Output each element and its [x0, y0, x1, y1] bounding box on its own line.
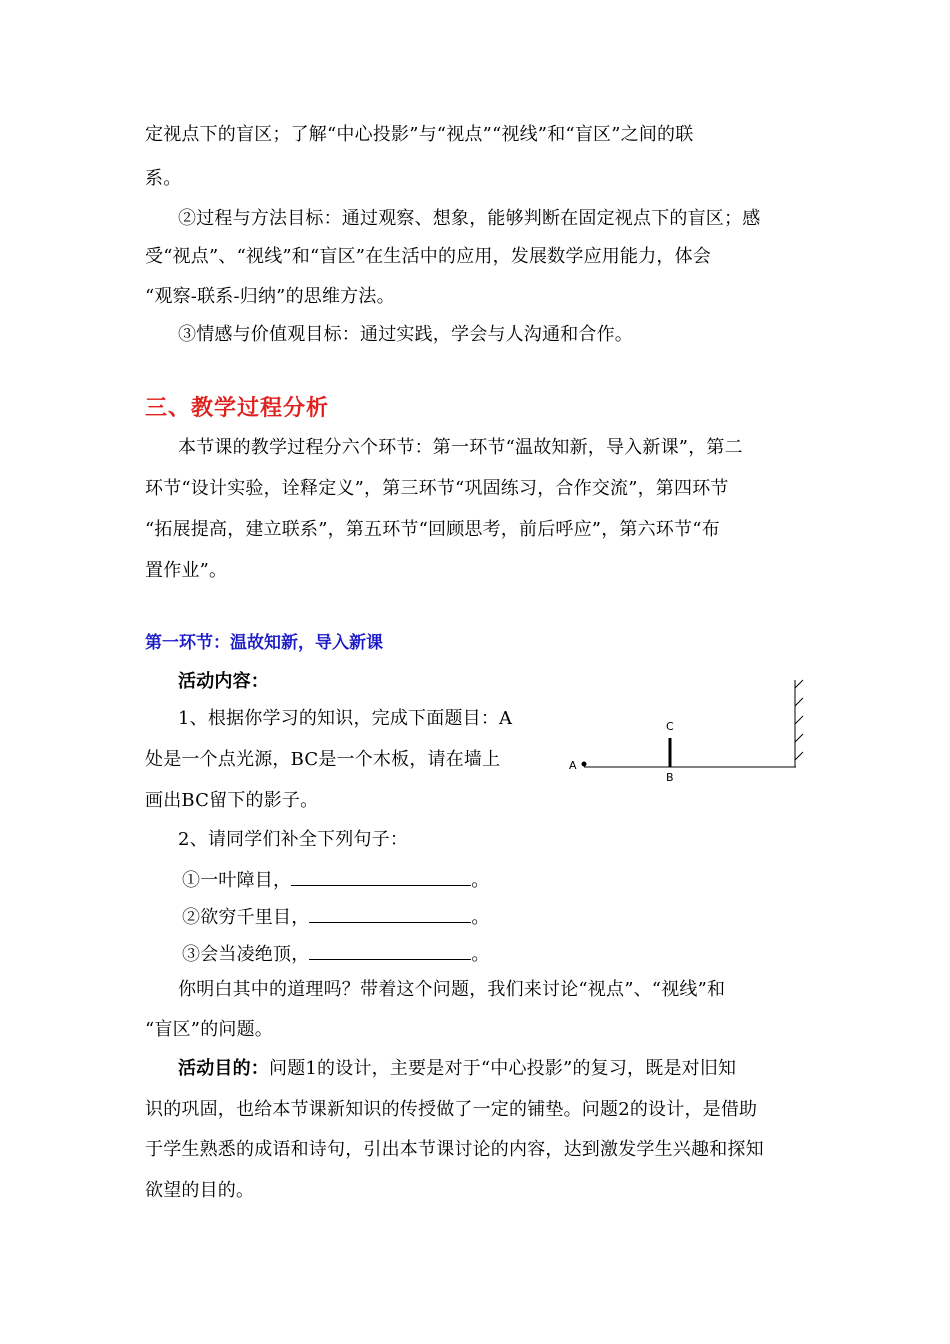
text-line: 画出BC留下的影子。 [145, 790, 319, 811]
text-line: “盲区”的问题。 [145, 1019, 274, 1040]
answer-blank[interactable] [291, 867, 471, 886]
point-light-a [582, 762, 587, 767]
text-line: “观察-联系-归纳”的思维方法。 [145, 286, 395, 307]
purpose-label: 活动目的： [178, 1058, 269, 1079]
wall-hatching [795, 680, 803, 760]
fill-in-sentence [182, 941, 490, 967]
fill-in-sentence [182, 904, 490, 930]
label-a: A [569, 759, 577, 772]
text-line: 系。 [145, 168, 182, 189]
fill-in-sentence [182, 867, 489, 893]
text-line: 欲望的目的。 [145, 1180, 255, 1201]
text-line: 置作业”。 [145, 560, 228, 581]
text-line: “拓展提高，建立联系”，第五环节“回顾思考，前后呼应”，第六环节“布 [145, 519, 720, 540]
text-line: 处是一个点光源，BC是一个木板，请在墙上 [145, 749, 501, 770]
step-heading: 第一环节：温故知新，导入新课 [145, 633, 383, 653]
sentence-text: ①一叶障目， [182, 870, 292, 891]
purpose-paragraph [178, 1057, 736, 1081]
text-line: 本节课的教学过程分六个环节：第一环节“温故知新，导入新课”，第二 [178, 437, 743, 458]
text-line: 受“视点”、“视线”和“盲区”在生活中的应用，发展数学应用能力，体会 [145, 246, 712, 267]
answer-blank[interactable] [309, 904, 471, 923]
label-c: C [666, 720, 674, 733]
section-heading: 三、教学过程分析 [145, 395, 330, 421]
point-light-figure [560, 676, 810, 796]
text-line: 1、根据你学习的知识，完成下面题目：A [178, 708, 513, 729]
answer-blank[interactable] [309, 941, 471, 960]
text-line: 你明白其中的道理吗？带着这个问题，我们来讨论“视点”、“视线”和 [178, 979, 726, 1000]
text-line: 于学生熟悉的成语和诗句，引出本节课讨论的内容，达到激发学生兴趣和探知 [145, 1139, 764, 1160]
purpose-text: 问题1的设计，主要是对于“中心投影”的复习，既是对旧知 [269, 1058, 737, 1079]
label-b: B [666, 771, 674, 784]
sentence-text: ②欲穷千里目， [182, 907, 310, 928]
period: 。 [471, 907, 490, 928]
sentence-text: ③会当凌绝顶， [182, 944, 310, 965]
text-line: ③情感与价值观目标：通过实践，学会与人沟通和合作。 [178, 324, 633, 345]
text-line: 环节“设计实验，诠释定义”，第三环节“巩固练习，合作交流”，第四环节 [145, 478, 729, 499]
text-line: ②过程与方法目标：通过观察、想象，能够判断在固定视点下的盲区；感 [178, 208, 761, 229]
text-line: 2、请同学们补全下列句子： [178, 829, 409, 850]
period: 。 [471, 870, 490, 891]
text-line: 识的巩固，也给本节课新知识的传授做了一定的铺垫。问题2的设计，是借助 [145, 1099, 758, 1120]
text-line: 定视点下的盲区；了解“中心投影”与“视点”“视线”和“盲区”之间的联 [145, 124, 694, 145]
activity-label: 活动内容： [178, 671, 269, 692]
period: 。 [471, 944, 490, 965]
